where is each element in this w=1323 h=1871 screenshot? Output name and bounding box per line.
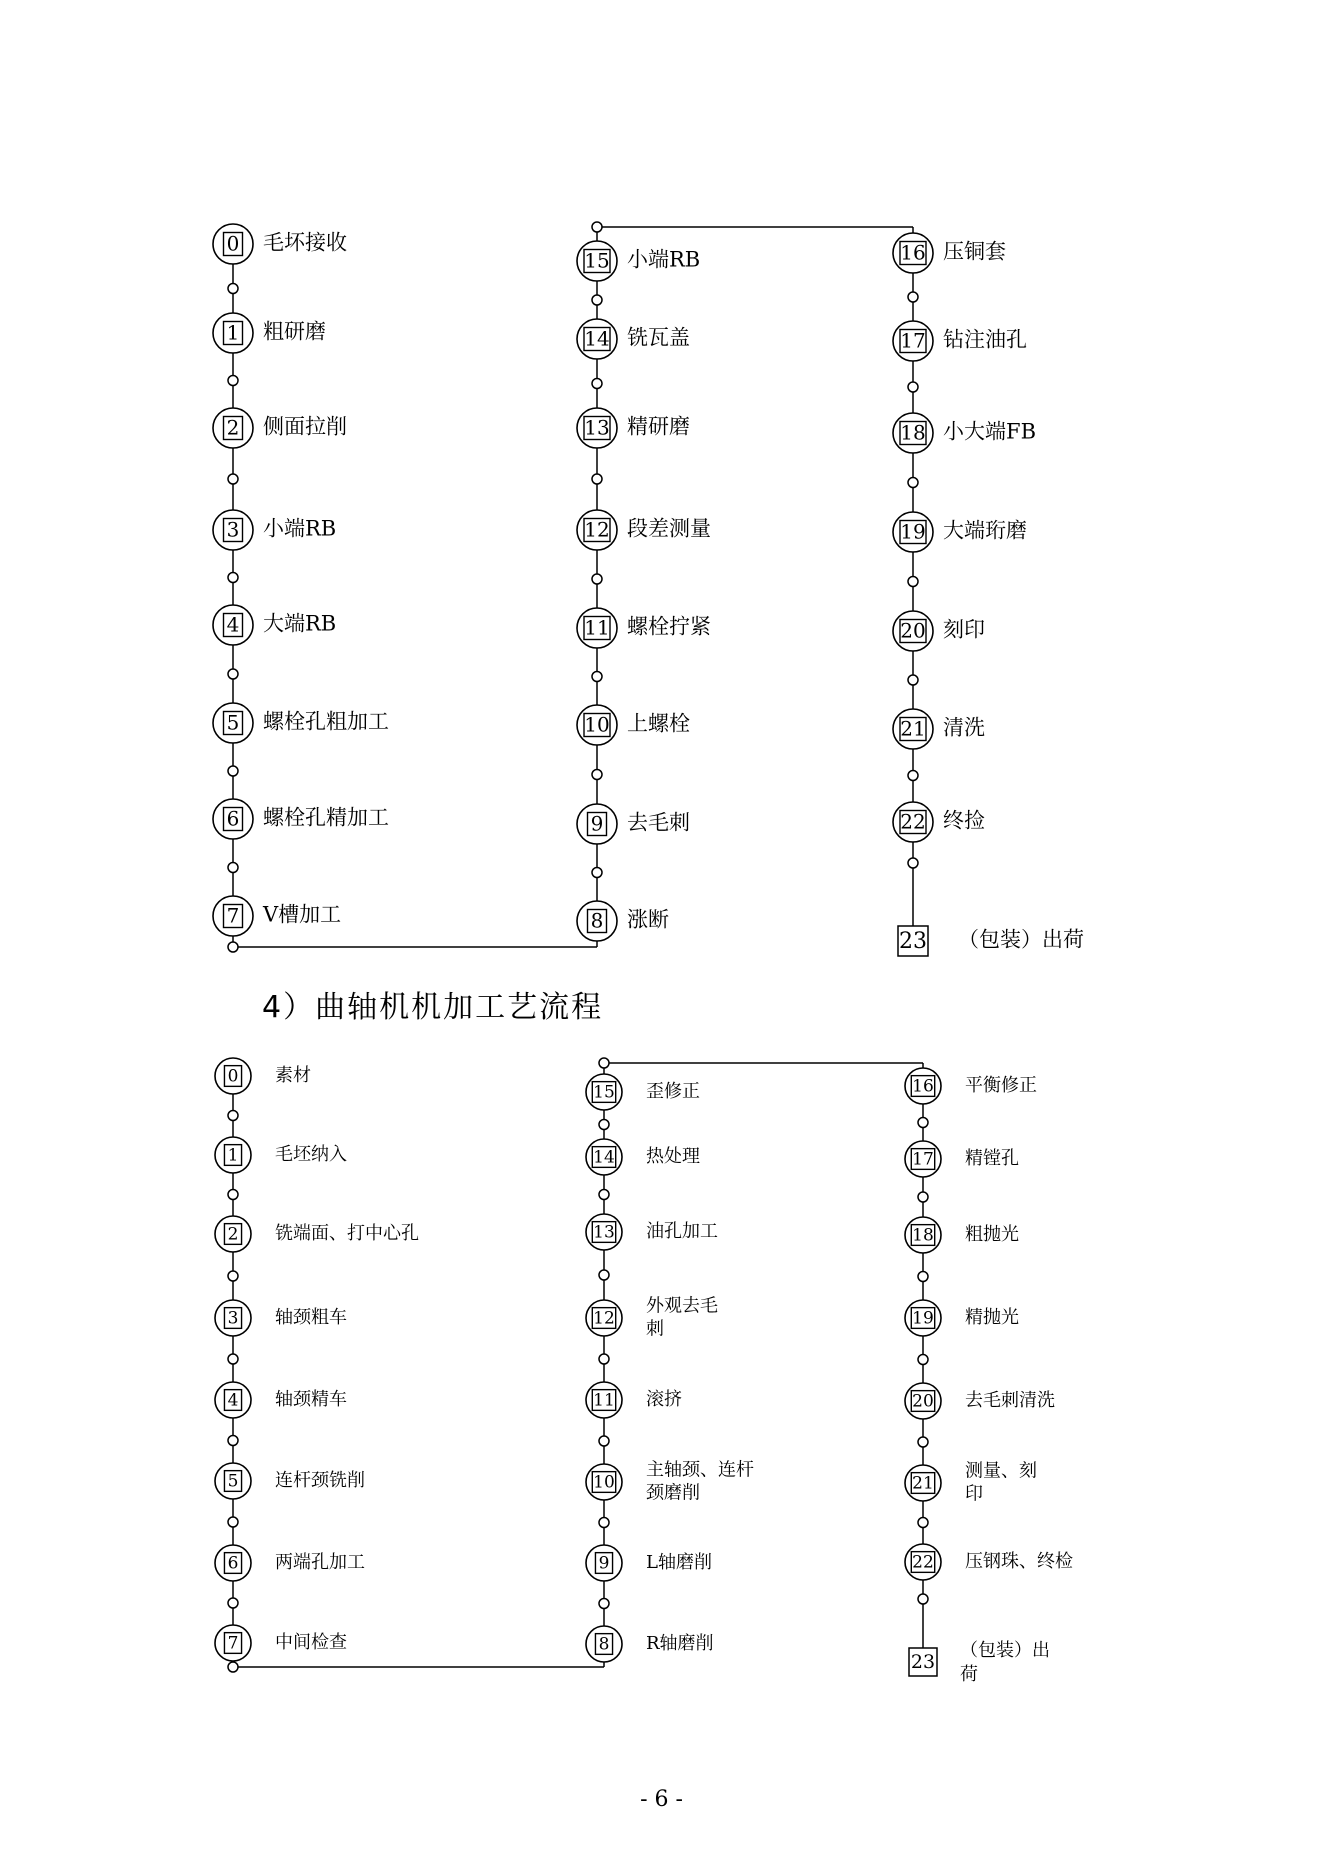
step-label: （包装）出荷 [958,927,1084,952]
step-number: 4 [227,1390,239,1411]
step-number: 14 [584,326,610,351]
step-number: 19 [912,1308,934,1329]
connector-dot [918,1355,928,1365]
connector-dot [228,376,238,386]
step-label: 外观去毛 [646,1295,718,1317]
connector-dot [228,474,238,484]
step-number: 12 [584,517,610,542]
step-label: 颈磨削 [646,1482,700,1504]
connector-dot [592,574,602,584]
step-label: 两端孔加工 [275,1552,365,1573]
step-label: 粗抛光 [965,1224,1019,1245]
connector-dot [908,577,918,587]
connector-dot [918,1437,928,1447]
step-label: 粗研磨 [263,319,326,344]
step-label: 上螺栓 [627,711,690,736]
connector-dot [592,770,602,780]
connector-dot [592,222,602,232]
step-number: 4 [226,612,240,637]
step-number: 21 [912,1473,934,1494]
connector-dot [908,858,918,868]
step-label: 铣瓦盖 [627,325,690,350]
step-number: 1 [227,1145,239,1166]
step-number: 12 [593,1308,615,1329]
step-label: 侧面拉削 [263,414,347,439]
step-number: 3 [227,1308,239,1329]
connector-dot [228,1436,238,1446]
connector-dot [908,478,918,488]
connector-dot [228,942,238,952]
connector-dot [228,1517,238,1527]
connector-dot [592,379,602,389]
page-number: - 6 - [640,1787,683,1812]
step-label: 去毛刺清洗 [965,1390,1055,1411]
step-label: L轴磨削 [646,1552,712,1573]
step-number: 18 [900,420,926,445]
step-label: 钻注油孔 [943,327,1027,352]
step-label: 小端RB [263,516,337,541]
step-label: 主轴颈、连杆 [646,1459,754,1481]
step-label: 精抛光 [965,1307,1019,1328]
connector-dot [228,863,238,873]
step-label: 压铜套 [943,239,1006,264]
step-number: 17 [912,1149,934,1170]
step-number: 9 [590,811,604,836]
step-label: 刻印 [943,617,985,642]
step-label: 毛坏接收 [263,230,347,255]
step-label: 大端珩磨 [943,518,1027,543]
step-label: 大端RB [263,611,337,636]
connector-dot [918,1594,928,1604]
step-label: 精研磨 [627,414,690,439]
step-number: 16 [912,1076,934,1097]
step-number: 18 [912,1225,934,1246]
step-label: 小端RB [627,247,701,272]
step-label: 油孔加工 [646,1221,718,1242]
step-number: 19 [900,519,926,544]
step-label: 螺栓孔精加工 [263,805,389,830]
connector-dot [599,1058,609,1068]
step-label: 去毛刺 [627,810,690,835]
step-label: 刺 [646,1318,664,1340]
step-label: 热处理 [646,1146,700,1167]
step-number: 15 [584,248,610,273]
connector-dot [908,771,918,781]
step-number: 16 [900,240,926,265]
step-label: 测量、刻 [965,1460,1037,1482]
step-label: 印 [965,1483,983,1505]
connector-dot [599,1120,609,1130]
step-label: 铣端面、打中心孔 [275,1223,419,1244]
step-number: 7 [226,903,240,928]
connector-dot [599,1518,609,1528]
step-number: 20 [900,618,926,643]
step-label: 荷 [960,1664,978,1685]
step-number: 21 [900,716,926,741]
step-number: 10 [584,712,610,737]
connector-dot [228,669,238,679]
connector-dot [918,1518,928,1528]
step-label: 压钢珠、终检 [965,1551,1073,1572]
connector-dot [599,1599,609,1609]
step-number: 11 [584,615,610,640]
connector-dot [228,1271,238,1281]
connector-dot [228,1662,238,1672]
step-number: 6 [226,806,240,831]
connector-dot [228,1190,238,1200]
connector-dot [918,1118,928,1128]
connector-dot [918,1272,928,1282]
connector-dot [599,1190,609,1200]
step-number: 8 [598,1634,610,1655]
step-label: 毛坯纳入 [275,1144,347,1165]
step-number: 6 [227,1553,239,1574]
step-number: 7 [227,1633,239,1654]
connector-dot [592,295,602,305]
step-number: 0 [226,231,240,256]
step-label: （包装）出 [960,1640,1050,1661]
step-label: 轴颈精车 [275,1389,347,1410]
step-number: 0 [227,1066,239,1087]
step-number: 5 [227,1471,239,1492]
connector-dot [228,1111,238,1121]
step-number: 22 [912,1552,934,1573]
connector-dot [908,292,918,302]
step-label: 涨断 [627,907,669,932]
step-label: 中间检查 [275,1632,347,1653]
connector-dot [228,1354,238,1364]
step-number: 10 [593,1472,615,1493]
step-label: 螺栓拧紧 [627,614,711,639]
step-label: 歪修正 [646,1081,700,1102]
step-label: 精镗孔 [965,1148,1019,1169]
connector-dot [599,1436,609,1446]
section-title: 4）曲轴机机加工艺流程 [262,990,604,1025]
step-number: 22 [900,809,926,834]
connector-dot [592,474,602,484]
connector-dot [592,672,602,682]
step-label: 平衡修正 [965,1075,1037,1096]
step-number: 2 [226,415,240,440]
step-label: 螺栓孔粗加工 [263,709,389,734]
step-number: 20 [912,1391,934,1412]
connector-dot [599,1354,609,1364]
step-label: 终捡 [943,808,985,833]
step-number: 3 [226,517,240,542]
step-label: V槽加工 [263,902,342,927]
step-number: 11 [593,1390,615,1411]
step-number: 2 [227,1224,239,1245]
step-label: 轴颈粗车 [275,1307,347,1328]
connector-dot [228,284,238,294]
step-number: 13 [593,1222,615,1243]
connector-dot [599,1270,609,1280]
connector-dot [228,573,238,583]
step-number: 9 [598,1553,610,1574]
step-label: R轴磨削 [646,1633,714,1654]
final-step-number: 23 [910,1651,936,1673]
final-step-number: 23 [899,929,927,954]
connector-dot [918,1192,928,1202]
step-label: 段差测量 [627,516,711,541]
step-number: 8 [590,908,604,933]
step-number: 15 [593,1082,615,1103]
step-label: 连杆颈铣削 [275,1470,365,1491]
step-number: 1 [226,320,240,345]
step-number: 13 [584,415,610,440]
step-number: 14 [593,1147,615,1168]
step-label: 滚挤 [646,1389,682,1410]
connector-dot [908,675,918,685]
connector-dot [592,868,602,878]
step-number: 17 [900,328,926,353]
connector-dot [228,1598,238,1608]
step-label: 素材 [275,1065,311,1086]
connector-dot [908,382,918,392]
step-label: 清洗 [943,715,985,740]
step-number: 5 [226,710,240,735]
connector-dot [228,766,238,776]
step-label: 小大端FB [943,419,1037,444]
